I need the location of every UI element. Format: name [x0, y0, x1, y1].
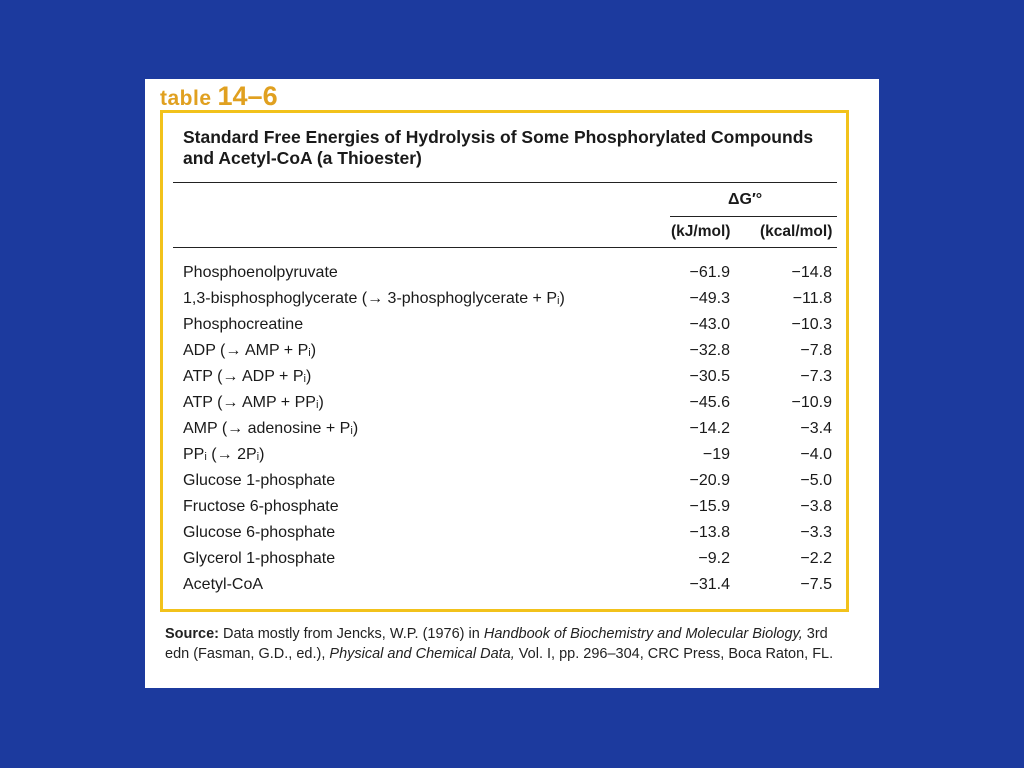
source-section-title: Physical and Chemical Data, — [329, 646, 515, 662]
table-row — [183, 364, 837, 390]
kj-value: −14.2 — [689, 420, 730, 437]
table-row — [183, 260, 837, 286]
kcal-value: −7.5 — [800, 576, 832, 593]
kj-value: −49.3 — [689, 290, 730, 307]
kj-value: −30.5 — [689, 368, 730, 385]
header-rule — [173, 247, 837, 248]
kj-value: −61.9 — [689, 264, 730, 281]
kcal-value: −3.8 — [800, 498, 832, 515]
table-row — [183, 546, 837, 572]
delta-g-rule — [670, 216, 837, 217]
kcal-value: −3.4 — [800, 420, 832, 437]
kj-value: −43.0 — [689, 316, 730, 333]
compound-name: Fructose 6-phosphate — [183, 498, 339, 515]
compound-name: ATP (→ AMP + PPᵢ) — [183, 394, 324, 411]
table-row — [183, 494, 837, 520]
table-number-label — [160, 83, 278, 110]
compound-name: ATP (→ ADP + Pᵢ) — [183, 368, 312, 385]
source-label: Source: — [165, 626, 219, 642]
compound-name: Acetyl-CoA — [183, 576, 264, 593]
table-body — [183, 260, 837, 598]
table-number: 14–6 — [217, 81, 278, 111]
kcal-value: −11.8 — [792, 290, 832, 307]
kcal-value: −7.8 — [800, 342, 832, 359]
kj-value: −20.9 — [689, 472, 730, 489]
compound-name: 1,3-bisphosphoglycerate (→ 3-phosphoglycerate + Pᵢ) — [183, 290, 565, 307]
compound-name: PPᵢ (→ 2Pᵢ) — [183, 446, 265, 463]
kj-value: −19 — [702, 446, 730, 463]
compound-name: Glucose 6-phosphate — [183, 524, 336, 541]
kj-value: −15.9 — [689, 498, 730, 515]
compound-name: ADP (→ AMP + Pᵢ) — [183, 342, 317, 359]
kcal-column-header: (kcal/mol) — [760, 223, 833, 240]
kcal-value: −4.0 — [800, 446, 832, 463]
top-rule — [173, 182, 837, 183]
table-row — [183, 442, 837, 468]
kj-column-header: (kJ/mol) — [671, 223, 731, 240]
compound-name: Glycerol 1-phosphate — [183, 550, 336, 567]
table-frame — [160, 110, 849, 612]
table-row — [183, 286, 837, 312]
compound-name: Phosphocreatine — [183, 316, 304, 333]
kcal-value: −2.2 — [800, 550, 832, 567]
source-note — [165, 624, 855, 664]
compound-name: AMP (→ adenosine + Pᵢ) — [183, 420, 359, 437]
kj-value: −13.8 — [689, 524, 730, 541]
kcal-value: −10.3 — [791, 316, 832, 333]
compound-name: Phosphoenolpyruvate — [183, 264, 338, 281]
kcal-value: −10.9 — [791, 394, 832, 411]
kj-value: −45.6 — [689, 394, 730, 411]
table-word: table — [160, 87, 212, 110]
table-row — [183, 520, 837, 546]
kj-value: −9.2 — [698, 550, 730, 567]
table-row — [183, 312, 837, 338]
table-row — [183, 572, 837, 598]
kj-value: −31.4 — [689, 576, 730, 593]
table-row — [183, 338, 837, 364]
table-row — [183, 468, 837, 494]
table-card — [145, 79, 879, 688]
kcal-value: −3.3 — [800, 524, 832, 541]
source-book-title: Handbook of Biochemistry and Molecular Biology, — [483, 626, 803, 642]
table-row — [183, 390, 837, 416]
source-text-pages: Vol. I, pp. 296–304, CRC Press, Boca Raton, FL. — [514, 646, 834, 662]
kcal-value: −7.3 — [800, 368, 832, 385]
source-text-edition: 3rd edn (Fasman, G.D., ed.), — [165, 626, 828, 662]
source-text: Data mostly from Jencks, W.P. (1976) in — [223, 626, 484, 642]
delta-g-header: ΔG′° — [728, 191, 763, 208]
table-row — [183, 416, 837, 442]
compound-name: Glucose 1-phosphate — [183, 472, 336, 489]
kj-value: −32.8 — [689, 342, 730, 359]
kcal-value: −14.8 — [791, 264, 832, 281]
kcal-value: −5.0 — [800, 472, 832, 489]
table-title: Standard Free Energies of Hydrolysis of Some Phosphorylated Compounds and Acetyl-CoA (a Thioester) — [183, 127, 814, 168]
